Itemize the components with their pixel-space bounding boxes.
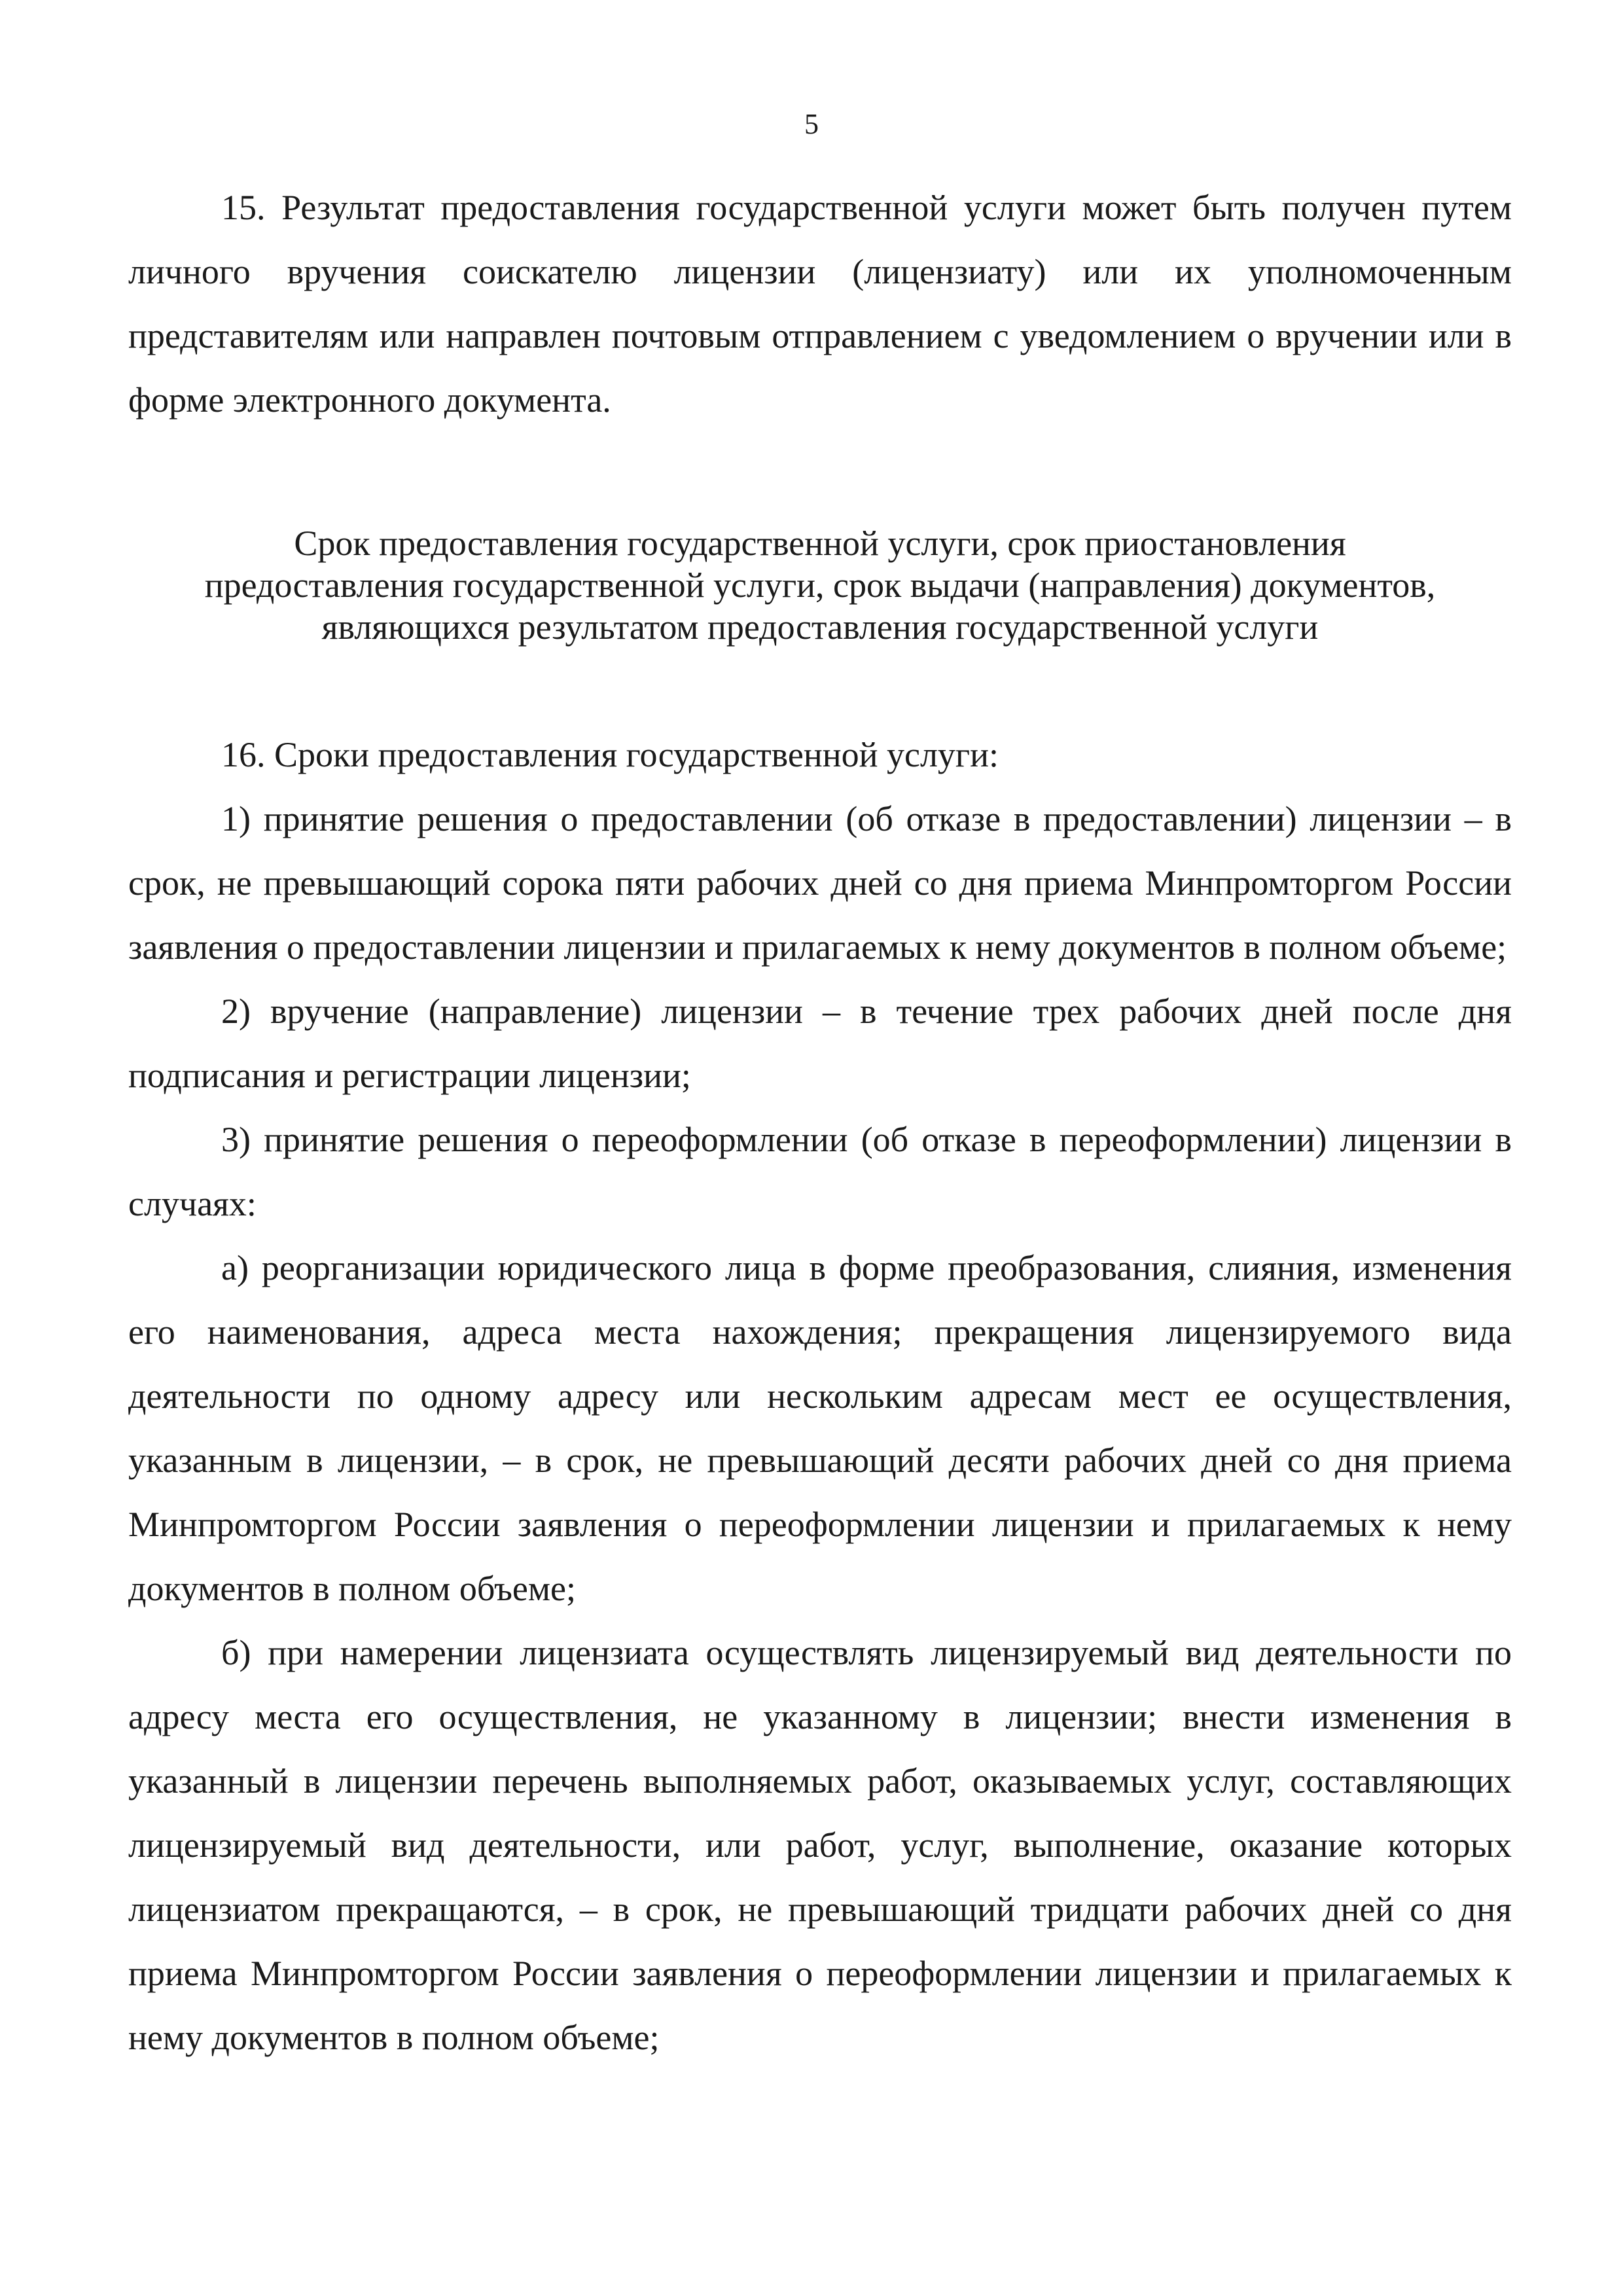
list-item-1: 1) принятие решения о предоставлении (об отказе в предоставлении) лицензии – в срок, не превышающий сорока пяти рабочих дней со дня приема Минпромторгом России заявления о предоставлении лицензии и прилагаемых к нему документов в полном объеме; bbox=[128, 799, 1512, 967]
page-number: 5 bbox=[804, 108, 819, 140]
sub-item-b: б) при намерении лицензиата осуществлять лицензируемый вид деятельности по адресу места его осуществления, не указанному в лицензии; внести изменения в указанный в лицензии перечень выполняемых работ, оказываемых услуг, составляющих лицензируемый вид деятельности, или работ, услуг, выполнение, оказание которых лицензиатом прекращаются, – в срок, не превышающий тридцати рабочих дней со дня приема Минпромторгом России заявления о переоформлении лицензии и прилагаемых к нему документов в полном объеме; bbox=[128, 1633, 1512, 2057]
section-heading-line: предоставления государственной услуги, срок выдачи (направления) документов, bbox=[204, 565, 1436, 605]
list-item-2: 2) вручение (направление) лицензии – в течение трех рабочих дней после дня подписания и регистрации лицензии; bbox=[128, 992, 1512, 1095]
document-body bbox=[128, 175, 1512, 2070]
sub-item-a: а) реорганизации юридического лица в форме преобразования, слияния, изменения его наименования, адреса места нахождения; прекращения лицензируемого вида деятельности по одному адресу или нескольким адресам мест ее осуществления, указанным в лицензии, – в срок, не превышающий десяти рабочих дней со дня приема Минпромторгом России заявления о переоформлении лицензии и прилагаемых к нему документов в полном объеме; bbox=[128, 1248, 1512, 1608]
list-item-3: 3) принятие решения о переоформлении (об отказе в переоформлении) лицензии в случаях: bbox=[128, 1120, 1512, 1223]
section-heading bbox=[128, 522, 1512, 648]
paragraph-15: 15. Результат предоставления государственной услуги может быть получен путем личного вручения соискателю лицензии (лицензиату) или их уполномоченным представителям или направлен почтовым отправлением с уведомлением о вручении или в форме электронного документа. bbox=[128, 188, 1512, 420]
section-heading-line: Срок предоставления государственной услуги, срок приостановления bbox=[294, 524, 1346, 563]
section-heading-line: являющихся результатом предоставления государственной услуги bbox=[321, 607, 1319, 647]
paragraph-16: 16. Сроки предоставления государственной услуги: bbox=[221, 735, 999, 774]
